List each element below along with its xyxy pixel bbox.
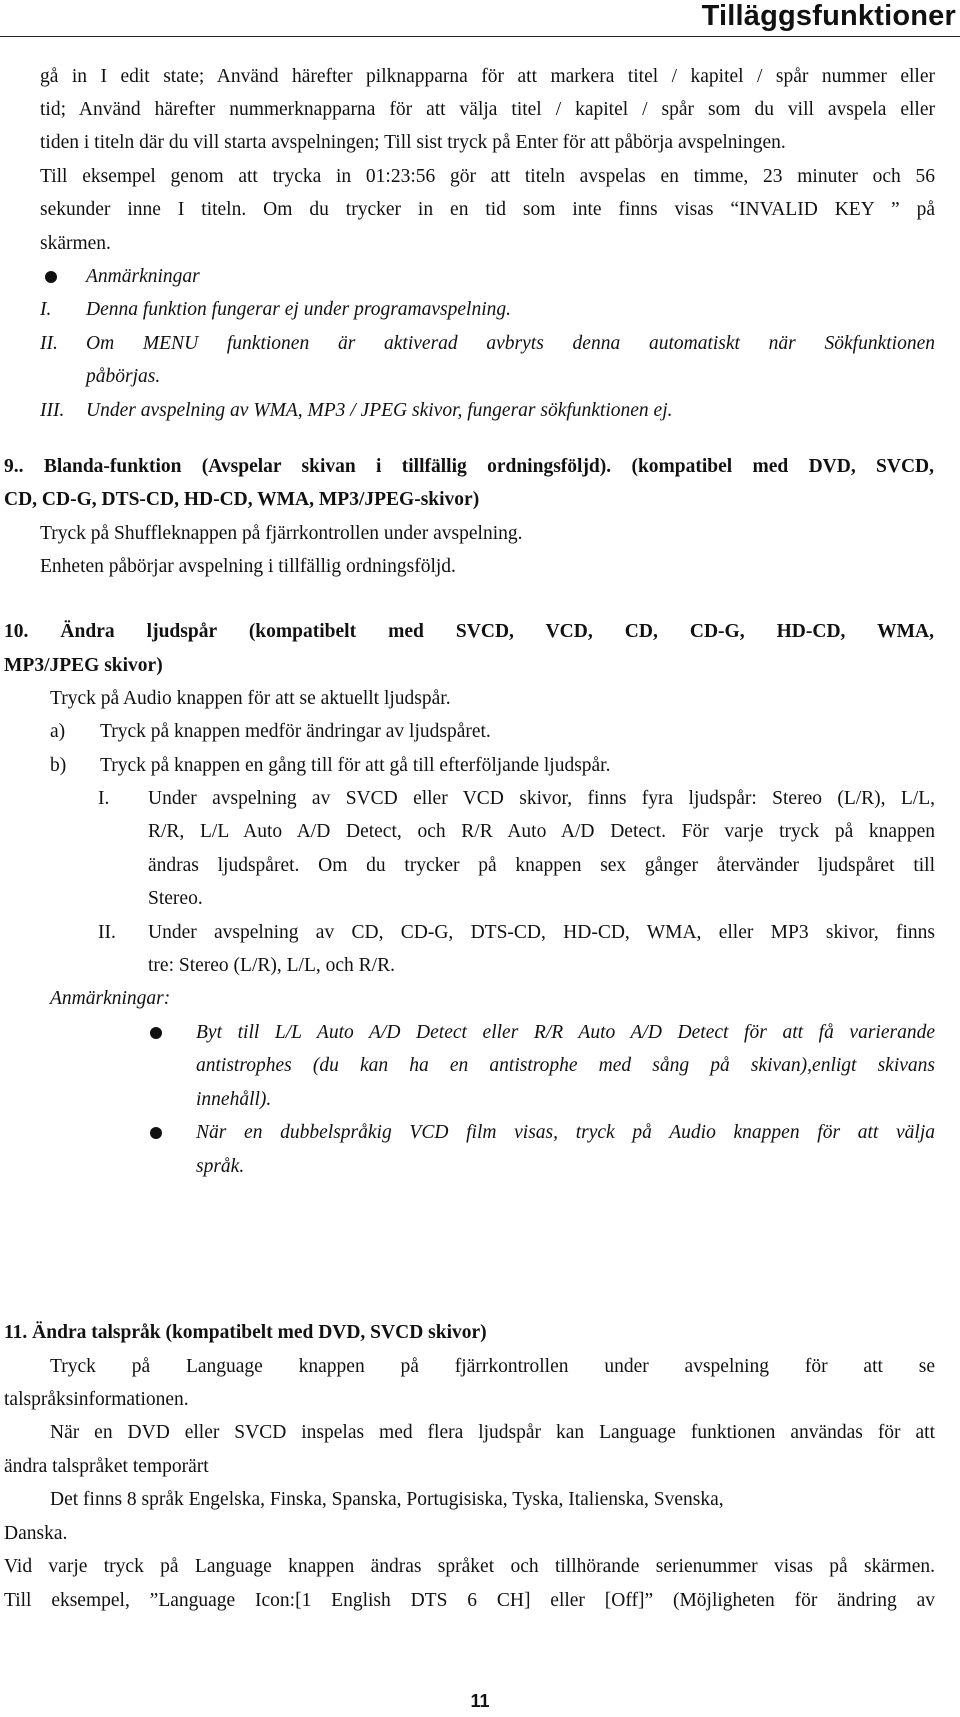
- text-line: Danska.: [4, 1523, 68, 1544]
- text-line: ändra talspråket temporärt: [4, 1456, 209, 1477]
- text-line: talspråksinformationen.: [4, 1389, 189, 1410]
- section-title: MP3/JPEG skivor): [4, 655, 163, 676]
- bullet-icon: [150, 1127, 162, 1139]
- bullet-icon: [45, 271, 57, 283]
- note-text: antistrophes (du kan ha en antistrophe med sång på skivan),enligt skivans: [196, 1055, 935, 1076]
- note-text: Om MENU funktionen är aktiverad avbryts denna automatiskt när Sökfunktionen: [86, 333, 935, 354]
- text-line: Till eksempel, ”Language Icon:[1 English DTS 6 CH] eller [Off]” (Möjligheten för ändring av: [4, 1590, 935, 1611]
- notes-heading: Anmärkningar: [86, 266, 200, 287]
- text-line: skärmen.: [40, 233, 111, 254]
- list-item: Tryck på knappen medför ändringar av ljudspåret.: [100, 721, 491, 742]
- page-header-title: Tilläggsfunktioner: [701, 0, 956, 32]
- list-label: b): [50, 755, 67, 776]
- list-item: Under avspelning av CD, CD-G, DTS-CD, HD-CD, WMA, eller MP3 skivor, finns: [148, 922, 935, 943]
- list-label: I.: [98, 788, 110, 809]
- list-item: tre: Stereo (L/R), L/L, och R/R.: [148, 955, 395, 976]
- section-title: 10. Ändra ljudspår (kompatibelt med SVCD, VCD, CD, CD-G, HD-CD, WMA,: [4, 621, 934, 642]
- list-item: Under avspelning av SVCD eller VCD skivor, finns fyra ljudspår: Stereo (L/R), L/L,: [148, 788, 935, 809]
- note-text: Denna funktion fungerar ej under programavspelning.: [86, 299, 511, 320]
- list-label: a): [50, 721, 66, 742]
- text-line: tiden i titeln där du vill starta avspelningen; Till sist tryck på Enter för att påbörja avspelningen.: [40, 132, 786, 153]
- list-item: ändras ljudspåret. Om du trycker på knappen sex gånger återvänder ljudspåret till: [148, 855, 935, 876]
- section-title: 9.. Blanda-funktion (Avspelar skivan i tillfällig ordningsföljd). (kompatibel med DVD, SVCD,: [4, 456, 934, 477]
- text-line: När en DVD eller SVCD inspelas med flera ljudspår kan Language funktionen användas för att: [50, 1422, 935, 1443]
- list-label: II.: [98, 922, 116, 943]
- list-item: R/R, L/L Auto A/D Detect, och R/R Auto A/D Detect. För varje tryck på knappen: [148, 821, 935, 842]
- page-number: 11: [470, 1691, 490, 1711]
- note-text: innehåll).: [196, 1089, 272, 1110]
- header-divider: [0, 36, 960, 37]
- text-line: Tryck på Shuffleknappen på fjärrkontrollen under avspelning.: [40, 523, 523, 544]
- section-title: 11. Ändra talspråk (kompatibelt med DVD, SVCD skivor): [4, 1322, 487, 1343]
- text-line: Tryck på Language knappen på fjärrkontrollen under avspelning för att se: [50, 1356, 935, 1377]
- list-item: Tryck på knappen en gång till för att gå till efterföljande ljudspår.: [100, 755, 611, 776]
- text-line: Till eksempel genom att trycka in 01:23:56 gör att titeln avspelas en timme, 23 minuter och 56: [40, 166, 935, 187]
- note-text-continued: påbörjas.: [86, 366, 161, 387]
- text-line: tid; Använd härefter nummerknapparna för att välja titel / kapitel / spår som du vill avspela eller: [40, 99, 935, 120]
- section-title: CD, CD-G, DTS-CD, HD-CD, WMA, MP3/JPEG-skivor): [4, 489, 480, 510]
- note-number: III.: [40, 400, 65, 421]
- text-line: Vid varje tryck på Language knappen ändras språket och tillhörande serienummer visas på skärmen.: [4, 1556, 935, 1577]
- list-item: Stereo.: [148, 888, 203, 909]
- note-number: I.: [40, 299, 52, 320]
- note-number: II.: [40, 333, 58, 354]
- text-line: Tryck på Audio knappen för att se aktuellt ljudspår.: [50, 688, 451, 709]
- note-text: När en dubbelspråkig VCD film visas, tryck på Audio knappen för att välja: [196, 1122, 935, 1143]
- bullet-icon: [150, 1027, 162, 1039]
- note-text: språk.: [196, 1156, 245, 1177]
- text-line: gå in I edit state; Använd härefter pilknapparna för att markera titel / kapitel / spår nummer eller: [40, 66, 935, 87]
- text-line: Det finns 8 språk Engelska, Finska, Spanska, Portugisiska, Tyska, Italienska, Svenska,: [50, 1489, 724, 1510]
- note-text: Under avspelning av WMA, MP3 / JPEG skivor, fungerar sökfunktionen ej.: [86, 400, 673, 421]
- notes-heading: Anmärkningar:: [50, 988, 171, 1009]
- text-line: Enheten påbörjar avspelning i tillfällig ordningsföljd.: [40, 556, 456, 577]
- note-text: Byt till L/L Auto A/D Detect eller R/R Auto A/D Detect för att få varierande: [196, 1022, 935, 1043]
- text-line: sekunder inne I titeln. Om du trycker in en tid som inte finns visas “INVALID KEY ” på: [40, 199, 935, 220]
